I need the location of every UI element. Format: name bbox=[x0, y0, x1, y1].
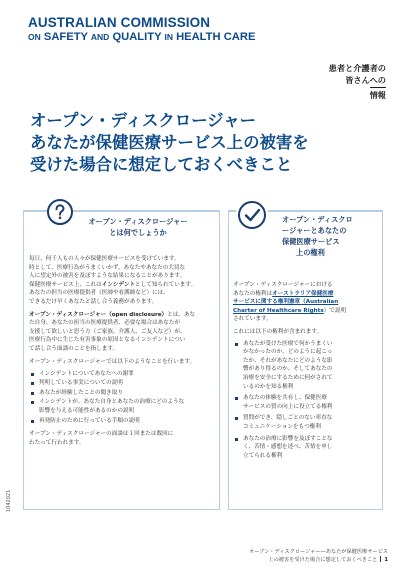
rights-charter-link[interactable]: オーストラリア保健医療 bbox=[272, 290, 334, 297]
left-list-intro: オープン・ディスクロージャーでは以下のようなことを行います。 bbox=[29, 358, 196, 365]
audience-label: 患者と介護者の 皆さんへの 情報 bbox=[328, 63, 386, 100]
rights-intro: これには以下の権利が含まれます。 bbox=[233, 328, 323, 335]
left-body bbox=[29, 255, 217, 451]
page-title: オープン・ディスクロージャー あなたが保健医療サービス上の被害を 受けた場合に想定しておくべきこと bbox=[30, 111, 309, 174]
rights-charter-link[interactable]: サービスに関する権利憲章 bbox=[233, 299, 301, 306]
rights-charter-link[interactable]: Charter of Healthcare Rights bbox=[233, 307, 324, 314]
list-item: あなたが受けた医療で何かうまくい かなかったのか、どのように起こっ たか、それがあなたにどのような影 響があり得るのか、そしてあなたの 治療を安全にするために何がされて いるのかを知る権利 bbox=[233, 340, 381, 392]
left-heading: オープン・ディスクロージャー とは何でしょうか bbox=[88, 217, 188, 237]
left-paragraph-1: 毎日、何千人もの人々が保健医療サービスを受けています。 時として、医療行為がうまくいかず、あなたやあなたの大切な 人に望定外の被害を及ぼすような結果になることがあります。 保健医療サービス上、これはインシデントとして知られています。 あなたの担当の医療提供者（医師や看護師など）には、 できるだけ早くあなたと話し合う義務があります。 bbox=[29, 256, 197, 305]
right-intro: オープン・ディスクロージャーにおける あなたの権利はオーストラリア保健医療 サービスに関する権利憲章（Australian Charter of Healthcare Rights）で説明 されています。 bbox=[233, 282, 347, 323]
audience-tag: 情報 bbox=[370, 87, 386, 101]
list-item: 再発防止のために行っている手順の説明 bbox=[29, 417, 217, 426]
list-item: 判明している事実についての説明 bbox=[29, 379, 217, 388]
rights-charter-link[interactable]: （Australian bbox=[300, 299, 339, 306]
left-list bbox=[29, 370, 217, 426]
left-panel-top-border bbox=[69, 210, 220, 212]
page-number: 1 bbox=[384, 557, 388, 563]
left-closing: オープン・ディスクロージャーの面談は１回または数回に わたって行われます。 bbox=[29, 430, 174, 446]
document-code: 1042021 bbox=[6, 489, 12, 512]
list-item: あなたが経験したことの聞き取り bbox=[29, 389, 217, 398]
rights-list bbox=[233, 340, 381, 461]
left-paragraph-2: オープン・ディスクロージャー（open disclosure）とは、あな た自身、あなたの担当の医療提供者、必要な場合はあなたが 支援して欲しいと思う方（ご家族、介護人、ご友人など）が、 医療行為中に生じた有害事象の原因となるインシデントについ て話し合う面談のことを指します。 bbox=[29, 311, 196, 352]
list-item: あなたの体験を共有し、保健医療 サービスの質の向上に役立てる権利 bbox=[233, 394, 381, 411]
list-item: インシデントについてあなたへの謝罪 bbox=[29, 370, 217, 379]
right-body bbox=[233, 281, 381, 460]
right-panel-top-border bbox=[268, 210, 383, 212]
list-item: あなたの治療に影響を及ぼすことな く、苦情・感想を述べ、苦情を申し 立てられる権利 bbox=[233, 435, 381, 461]
list-item: 質問ができ、隠しごとのない率直な コミュニケーションをもつ権利 bbox=[233, 414, 381, 431]
commission-logo bbox=[28, 15, 255, 44]
page-footer: オープン・ディスクロージャー—あなたが保健医療サービス 上の被害を受けた場合に想定しておくべきこと 1 bbox=[249, 549, 388, 563]
right-panel-top-border bbox=[228, 210, 236, 212]
logo-line-2: ON SAFETY AND QUALITY IN HEALTH CARE bbox=[28, 31, 256, 43]
logo-line-1: AUSTRALIAN COMMISSION bbox=[28, 15, 211, 30]
question-icon bbox=[47, 199, 73, 225]
list-item: インシデントが、あなた自身とあなたの治療にどのような 影響を与える可能性があるのかの説明 bbox=[29, 398, 217, 417]
checkmark-icon bbox=[238, 201, 266, 229]
right-heading: オープン・ディスクロ ージャーとあなたの 保健医療サービス 上の権利 bbox=[282, 215, 353, 257]
